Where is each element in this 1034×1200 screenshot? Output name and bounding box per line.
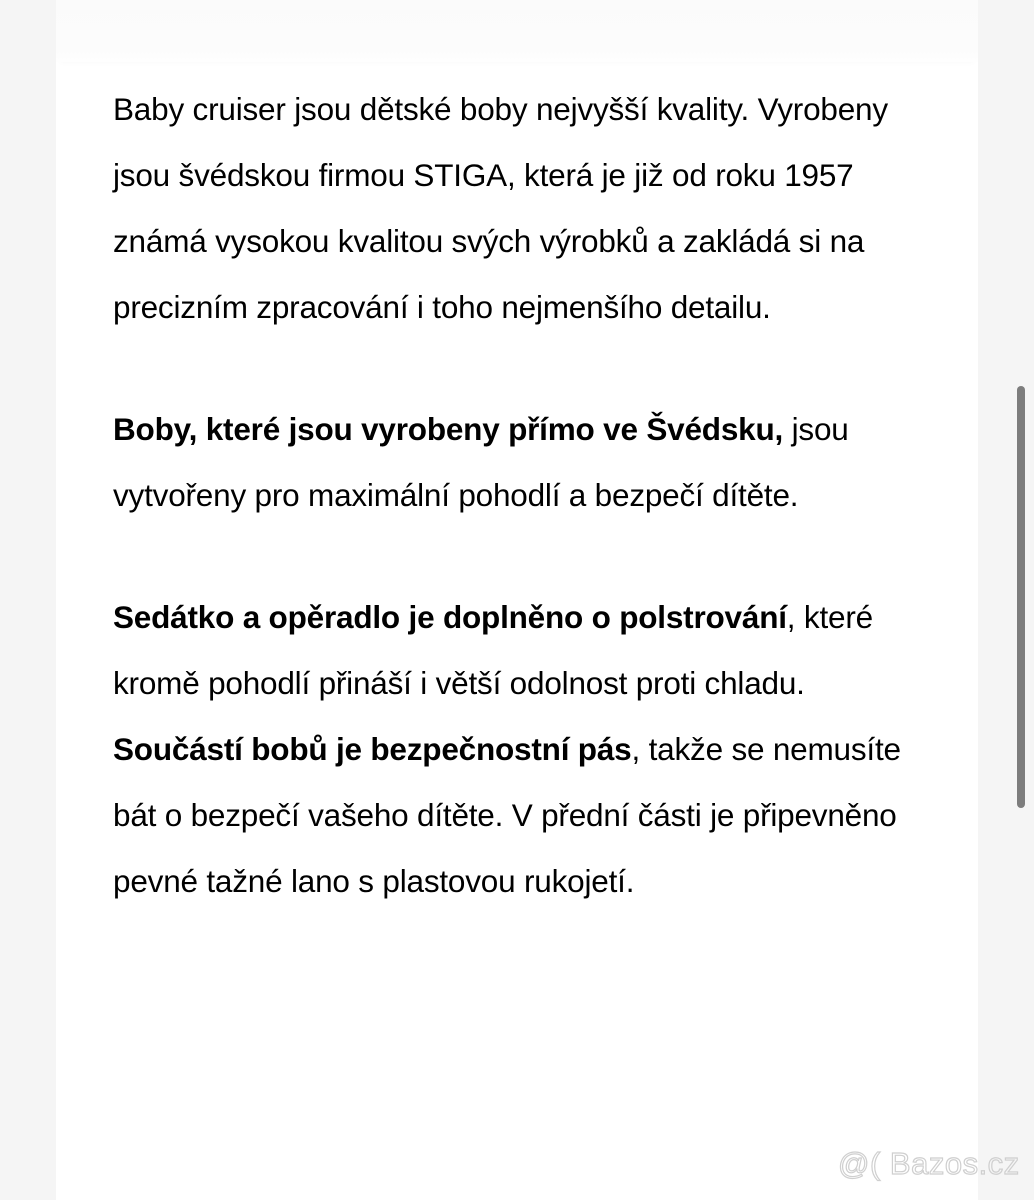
article-body [113, 76, 933, 970]
bazos-watermark: @( Bazos.cz [838, 1146, 1020, 1181]
scrollbar-thumb[interactable] [1017, 386, 1025, 808]
top-header-strip [56, 0, 978, 62]
paragraph-sweden [113, 396, 933, 528]
paragraph-text: jsou vytvořeny pro maximální pohodlí a bezpečí dítěte. [113, 411, 849, 513]
bold-highlight: Boby, které jsou vyrobeny přímo ve Švédsku, [113, 411, 784, 447]
paragraph-text: , takže se nemusíte bát o bezpečí vašeho dítěte. V přední části je připevněno pevné tažné lano s plastovou rukojetí. [113, 731, 901, 899]
paragraph-text: , které kromě pohodlí přináší i větší odolnost proti chladu. [113, 599, 873, 701]
content-card [56, 0, 978, 1200]
bold-highlight: Součástí bobů je bezpečnostní pás [113, 731, 632, 767]
bold-highlight: Sedátko a opěradlo je doplněno o polstrování [113, 599, 787, 635]
paragraph-features [113, 584, 933, 914]
paragraph-text: Baby cruiser jsou dětské boby nejvyšší kvality. Vyrobeny jsou švédskou firmou STIGA, která je již od roku 1957 známá vysokou kvalitou svých výrobků a zakládá si na precizním zpracování i toho nejmenšího detailu. [113, 91, 888, 325]
paragraph-intro [113, 76, 933, 340]
